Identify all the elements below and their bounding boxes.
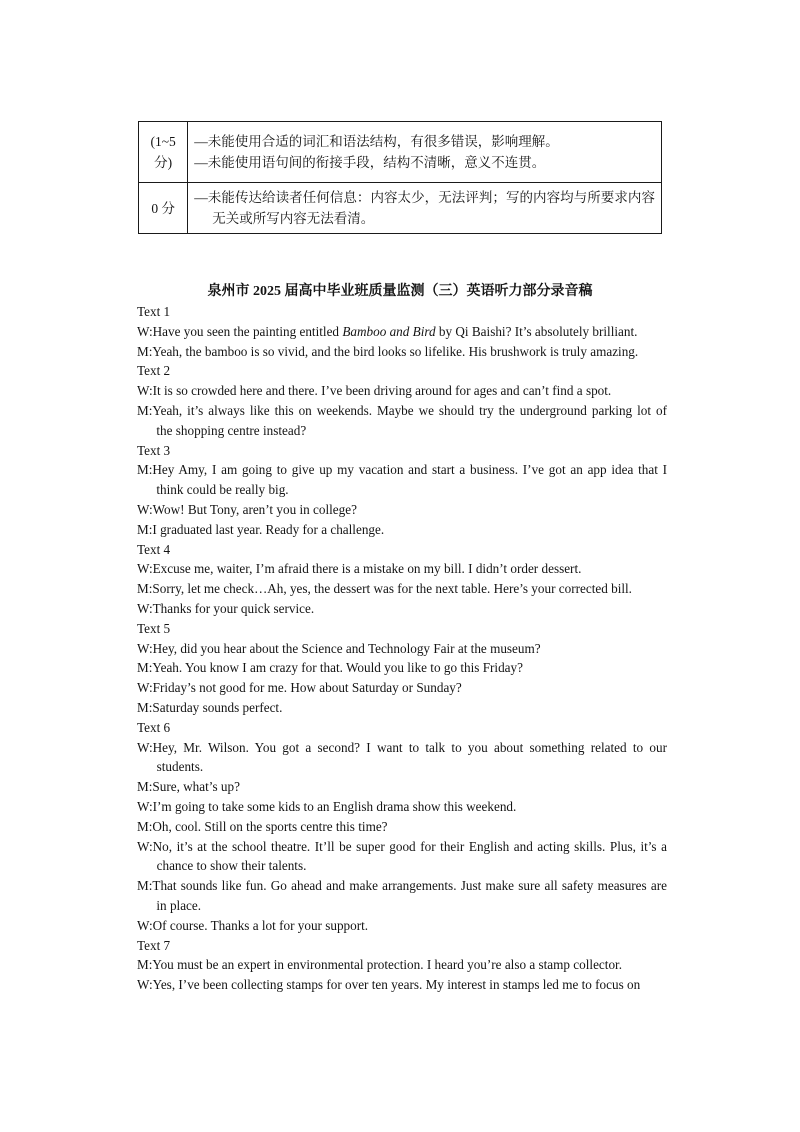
utterance-segment: Hey Amy, I am going to give up my vacation and start a business. I’ve got an app idea that I (152, 462, 667, 478)
speaker-label: M: (137, 699, 153, 715)
utterance-segment: I’m going to take some kids to an English drama show this weekend. (152, 798, 517, 814)
utterance-line (153, 916, 667, 936)
dialogue-line (137, 658, 667, 678)
speaker-label: W: (137, 798, 153, 814)
utterance-segment: Sorry, let me check…Ah, yes, the dessert was for the next table. Here’s your corrected bill. (152, 581, 632, 597)
utterance-text (152, 777, 667, 797)
utterance-segment: think could be really big. (156, 482, 289, 498)
utterance-line (152, 480, 667, 500)
utterance-segment: in place. (156, 897, 202, 913)
utterance-text (152, 342, 667, 362)
utterance-segment: Oh, cool. Still on the sports centre this time? (152, 818, 388, 834)
utterance-text (153, 797, 667, 817)
utterance-segment: Yeah, the bamboo is so vivid, and the bird looks so lifelike. His brushwork is truly amazing. (152, 343, 639, 359)
score-description-line: 无关或所写内容无法看清。 (212, 211, 375, 226)
utterance-text (153, 975, 667, 995)
dialogue-line (137, 322, 667, 342)
score-description-line: —未能使用语句间的衔接手段，结构不清晰，意义不连贯。 (194, 155, 546, 170)
score-description-cell (188, 122, 662, 183)
utterance-segment: Thanks for your quick service. (152, 600, 315, 616)
speaker-label: M: (137, 779, 153, 795)
utterance-text (152, 520, 667, 540)
utterance-line (153, 559, 667, 579)
dialogue-line (137, 559, 667, 579)
utterance-line (152, 896, 667, 916)
speaker-label: M: (137, 957, 153, 973)
utterance-line (153, 322, 667, 342)
dialogue-line (137, 876, 667, 916)
utterance-text (152, 460, 667, 500)
speaker-label: M: (137, 521, 153, 537)
speaker-label: W: (137, 917, 153, 933)
speaker-label: W: (137, 977, 153, 993)
utterance-line (153, 678, 667, 698)
speaker-label: W: (137, 640, 153, 656)
utterance-text (152, 579, 667, 599)
utterance-line (153, 757, 667, 777)
speaker-label: W: (137, 838, 153, 854)
utterance-text (153, 916, 667, 936)
utterance-text (153, 500, 667, 520)
utterance-segment: Wow! But Tony, aren’t you in college? (152, 501, 357, 517)
utterance-segment: students. (156, 759, 204, 775)
score-level-line: (1~5 (150, 134, 176, 149)
utterance-segment: Yeah. You know I am crazy for that. Would you like to go this Friday? (152, 660, 523, 676)
dialogue-line (137, 817, 667, 837)
utterance-line (152, 658, 667, 678)
utterance-text (153, 559, 667, 579)
utterance-segment: No, it’s at the school theatre. It’ll be super good for their English and acting skills. Plus, it’s a (152, 838, 667, 854)
speaker-label: M: (137, 660, 153, 676)
utterance-line (153, 856, 667, 876)
utterance-line (152, 401, 667, 421)
dialogue-line (137, 916, 667, 936)
utterance-segment: Yes, I’ve been collecting stamps for over ten years. My interest in stamps led me to focus on (152, 977, 641, 993)
utterance-line (152, 342, 667, 362)
utterance-segment: I graduated last year. Ready for a challenge. (152, 521, 385, 537)
speaker-label: M: (137, 462, 153, 478)
utterance-line (152, 520, 667, 540)
dialogue-line (137, 975, 667, 995)
utterance-line (152, 579, 667, 599)
dialogue-line (137, 579, 667, 599)
dialogue-line (137, 460, 667, 500)
speaker-label: M: (137, 818, 153, 834)
utterance-line (152, 698, 667, 718)
dialogue-line (137, 678, 667, 698)
utterance-segment: Saturday sounds perfect. (152, 699, 283, 715)
speaker-label: M: (137, 581, 153, 597)
utterance-segment: It is so crowded here and there. I’ve been driving around for ages and can’t find a spot. (152, 383, 612, 399)
dialogue-line (137, 837, 667, 877)
utterance-segment: chance to show their talents. (156, 858, 307, 874)
utterance-segment: Hey, Mr. Wilson. You got a second? I want to talk to you about something related to our (152, 739, 667, 755)
text-section-label: Text 1 (137, 304, 171, 319)
utterance-text (153, 738, 667, 778)
speaker-label: W: (137, 561, 153, 577)
utterance-text (153, 599, 667, 619)
utterance-text (152, 955, 667, 975)
utterance-line (152, 421, 667, 441)
utterance-segment: Sure, what’s up? (152, 779, 240, 795)
dialogue-line (137, 777, 667, 797)
score-level-cell (139, 122, 188, 183)
utterance-text (152, 817, 667, 837)
speaker-label: W: (137, 323, 153, 339)
utterance-segment: Of course. Thanks a lot for your support. (152, 917, 369, 933)
utterance-segment: Hey, did you hear about the Science and Technology Fair at the museum? (152, 640, 541, 656)
utterance-text (152, 876, 667, 916)
utterance-text (153, 322, 667, 342)
speaker-label: W: (137, 383, 153, 399)
utterance-segment: You must be an expert in environmental protection. I heard you’re also a stamp collector. (152, 957, 623, 973)
utterance-text (152, 401, 667, 441)
utterance-line (153, 381, 667, 401)
utterance-segment: by Qi Baishi? It’s absolutely brilliant. (435, 323, 638, 339)
transcript-title: 泉州市 2025 届高中毕业班质量监测（三）英语听力部分录音稿 (207, 284, 593, 299)
utterance-line (152, 460, 667, 480)
utterance-line (153, 797, 667, 817)
utterance-segment: Friday’s not good for me. How about Saturday or Sunday? (152, 680, 462, 696)
utterance-segment: Have you seen the painting entitled (152, 323, 343, 339)
utterance-line (153, 500, 667, 520)
dialogue-line (137, 738, 667, 778)
dialogue-line (137, 698, 667, 718)
utterance-text (153, 639, 667, 659)
text-section-label: Text 2 (137, 363, 171, 379)
utterance-line (153, 738, 667, 758)
table-row (139, 183, 662, 234)
speaker-label: W: (137, 680, 153, 696)
utterance-line (153, 837, 667, 857)
text-section-label: Text 5 (137, 620, 171, 636)
dialogue-line (137, 639, 667, 659)
dialogue-line (137, 401, 667, 441)
utterance-line (153, 639, 667, 659)
text-section-label: Text 4 (137, 541, 171, 557)
utterance-segment: That sounds like fun. Go ahead and make arrangements. Just make sure all safety measures are (152, 878, 667, 894)
speaker-label: M: (137, 878, 153, 894)
transcript-body (137, 302, 667, 995)
dialogue-line (137, 500, 667, 520)
speaker-label: M: (137, 343, 153, 359)
utterance-text (152, 658, 667, 678)
utterance-line (152, 817, 667, 837)
utterance-line (153, 599, 667, 619)
utterance-segment: Yeah, it’s always like this on weekends. Maybe we should try the underground parking lot of (152, 402, 667, 418)
score-description-line: —未能使用合适的词汇和语法结构，有很多错误，影响理解。 (194, 134, 559, 149)
utterance-segment: the shopping centre instead? (156, 422, 307, 438)
dialogue-line (137, 797, 667, 817)
score-level-line: 分) (154, 155, 173, 170)
dialogue-line (137, 599, 667, 619)
text-section-label: Text 7 (137, 937, 171, 953)
score-level-line: 0 分 (151, 200, 175, 216)
utterance-line (152, 955, 667, 975)
utterance-segment: Excuse me, waiter, I’m afraid there is a mistake on my bill. I didn’t order dessert. (152, 561, 582, 577)
utterance-text (153, 678, 667, 698)
speaker-label: M: (137, 402, 153, 418)
score-description-cell (188, 183, 662, 234)
score-description-line: —未能传达给读者任何信息：内容太少，无法评判；写的内容均与所要求内容 (194, 190, 655, 205)
dialogue-line (137, 955, 667, 975)
dialogue-line (137, 342, 667, 362)
speaker-label: W: (137, 501, 153, 517)
text-section-label: Text 6 (137, 719, 171, 735)
dialogue-line (137, 381, 667, 401)
text-section-label: Text 3 (137, 442, 171, 458)
utterance-text (153, 381, 667, 401)
artwork-title: Bamboo and Bird (342, 323, 436, 339)
utterance-text (153, 837, 667, 877)
utterance-line (153, 975, 667, 995)
table-row (139, 122, 662, 183)
utterance-text (152, 698, 667, 718)
utterance-line (152, 876, 667, 896)
speaker-label: W: (137, 739, 153, 755)
speaker-label: W: (137, 600, 153, 616)
dialogue-line (137, 520, 667, 540)
utterance-line (152, 777, 667, 797)
scoring-table (138, 121, 662, 234)
score-level-cell (139, 183, 188, 234)
